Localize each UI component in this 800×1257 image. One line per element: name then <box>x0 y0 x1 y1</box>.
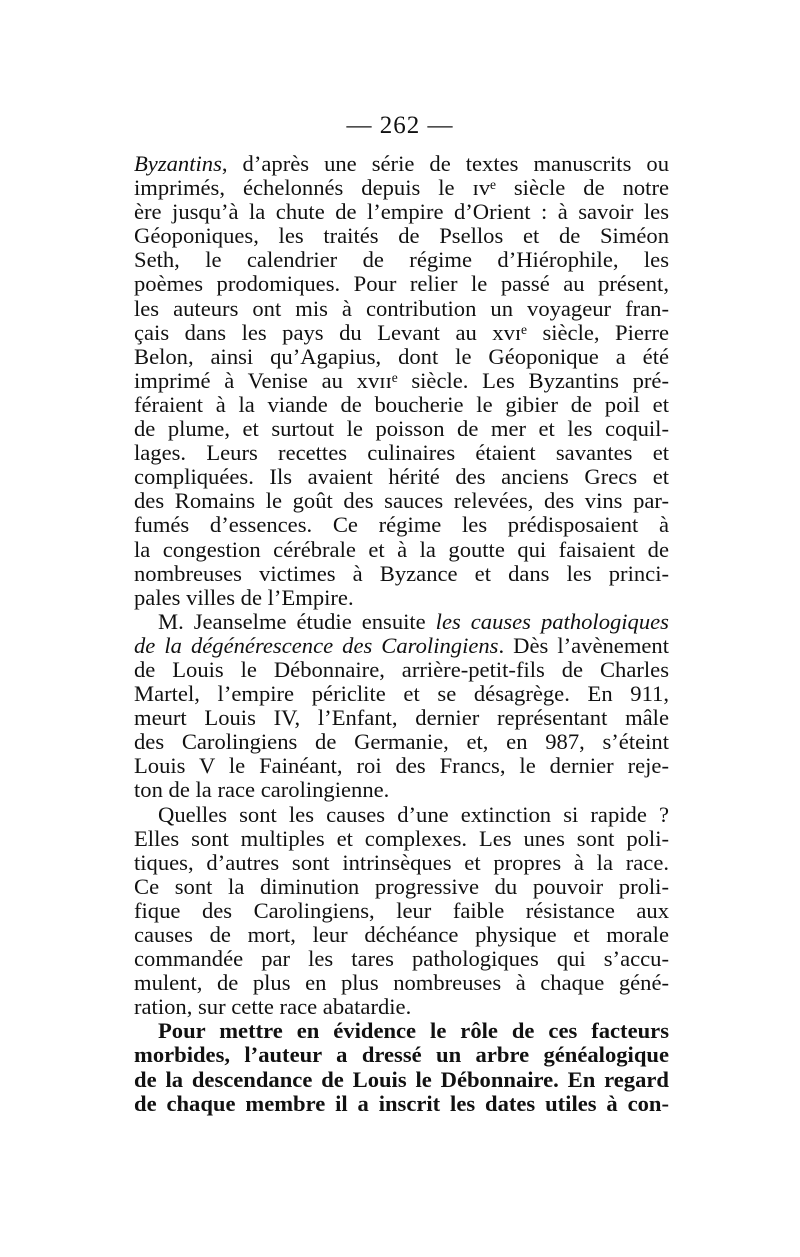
text-line <box>134 321 669 345</box>
text-line <box>134 224 669 248</box>
text-segment: Louis V le Fainéant, roi des Francs, le dernier reje- <box>134 753 669 779</box>
text-segment: de plume, et surtout le poisson de mer et les coquil- <box>134 416 669 442</box>
text-segment: ration, sur cette race abatardie. <box>134 994 412 1020</box>
text-segment: Belon, ainsi qu’Agapius, dont le Géoponique a été <box>134 343 669 369</box>
text-line <box>134 538 669 562</box>
page-number: — 262 — <box>346 112 454 139</box>
text-segment: pales villes de l’Empire. <box>134 584 354 610</box>
text-segment: tiques, d’autres sont intrinsèques et propres à la race. <box>134 849 669 875</box>
text-line <box>134 803 669 827</box>
text-segment: Ce sont la diminution progressive du pouvoir proli- <box>134 873 669 899</box>
text-line <box>134 152 669 176</box>
text-segment: la congestion cérébrale et à la goutte qui faisaient de <box>134 536 669 562</box>
text-segment: de la descendance de Louis le Débonnaire. En regard <box>134 1066 669 1092</box>
text-segment: imprimé à Venise au xvɪɪᵉ siècle. Les Byzantins pré- <box>134 367 669 393</box>
text-line <box>134 923 669 947</box>
text-segment: M. Jeanselme étudie ensuite <box>158 608 436 634</box>
text-line <box>134 489 669 513</box>
text-line <box>134 417 669 441</box>
text-line <box>134 634 669 658</box>
text-segment: fique des Carolingiens, leur faible résistance aux <box>134 897 669 923</box>
text-segment: poèmes prodomiques. Pour relier le passé au présent, <box>134 271 669 297</box>
text-line <box>134 200 669 224</box>
text-segment: ton de la race carolingienne. <box>134 777 390 803</box>
text-segment: causes de mort, leur déchéance physique et morale <box>134 922 669 947</box>
text-line <box>134 947 669 971</box>
text-line <box>134 1068 669 1092</box>
text-line <box>134 754 669 778</box>
text-line <box>134 513 669 537</box>
text-line <box>134 971 669 995</box>
text-segment: Elles sont multiples et complexes. Les unes sont poli- <box>134 825 669 851</box>
text-line <box>134 441 669 465</box>
text-segment: çais dans les pays du Levant au xvɪᵉ siècle, Pierre <box>134 319 669 345</box>
text-segment: les auteurs ont mis à contribution un voyageur fran- <box>134 295 669 321</box>
italic-text-segment: les causes pathologiques <box>435 608 669 634</box>
text-segment: mulent, de plus en plus nombreuses à chaque géné- <box>134 970 669 996</box>
text-line <box>134 176 669 200</box>
text-line <box>134 297 669 321</box>
text-segment: lages. Leurs recettes culinaires étaient savantes et <box>134 440 669 466</box>
text-segment: de Louis le Débonnaire, arrière-petit-fils de Charles <box>134 656 669 682</box>
text-line <box>134 899 669 923</box>
text-segment: Martel, l’empire périclite et se désagrège. En 911, <box>134 681 669 707</box>
italic-text-segment: de la dégénérescence des Carolingiens <box>134 632 499 658</box>
text-line <box>134 995 669 1019</box>
text-segment: commandée par les tares pathologiques qui s’accu- <box>134 946 669 972</box>
text-line <box>134 248 669 272</box>
body-text <box>134 152 669 1116</box>
text-line <box>134 369 669 393</box>
text-segment: Géoponiques, les traités de Psellos et de Siméon <box>134 223 669 249</box>
text-segment: Pour mettre en évidence le rôle de ces facteurs <box>158 1018 669 1044</box>
text-line <box>134 706 669 730</box>
text-line <box>134 682 669 706</box>
text-segment: fumés d’essences. Ce régime les prédisposaient à <box>134 512 669 538</box>
text-line <box>134 610 669 634</box>
text-segment: meurt Louis IV, l’Enfant, dernier représentant mâle <box>134 705 669 731</box>
text-segment: des Romains le goût des sauces relevées, des vins par- <box>134 488 669 514</box>
text-line <box>134 730 669 754</box>
text-segment: morbides, l’auteur a dressé un arbre généalogique <box>134 1042 669 1068</box>
text-segment: nombreuses victimes à Byzance et dans les princi- <box>134 560 669 586</box>
text-line <box>134 778 669 802</box>
italic-text-segment: Byzantins <box>134 151 222 176</box>
text-segment: des Carolingiens de Germanie, et, en 987, s’éteint <box>134 729 669 755</box>
text-segment: ère jusqu’à la chute de l’empire d’Orient : à savoir les <box>134 199 669 225</box>
text-line <box>134 827 669 851</box>
text-segment: Quelles sont les causes d’une extinction si rapide ? <box>158 801 669 827</box>
text-line <box>134 562 669 586</box>
text-line <box>134 1019 669 1043</box>
text-line <box>134 393 669 417</box>
text-segment: Seth, le calendrier de régime d’Hiérophile, les <box>134 247 669 273</box>
text-segment: , d’après une série de textes manuscrits ou <box>221 151 669 176</box>
text-line <box>134 658 669 682</box>
text-segment: imprimés, échelonnés depuis le ɪvᵉ siècle de notre <box>134 175 669 201</box>
text-segment: de chaque membre il a inscrit les dates utiles à con- <box>134 1090 669 1116</box>
text-segment: féraient à la viande de boucherie le gibier de poil et <box>134 391 669 417</box>
text-line <box>134 272 669 296</box>
text-line <box>134 875 669 899</box>
text-line <box>134 1092 669 1116</box>
text-segment: compliquées. Ils avaient hérité des anciens Grecs et <box>134 464 669 490</box>
text-line <box>134 586 669 610</box>
text-line <box>134 1043 669 1067</box>
text-segment: . Dès l’avènement <box>498 632 669 658</box>
text-line <box>134 465 669 489</box>
text-line <box>134 851 669 875</box>
text-line <box>134 345 669 369</box>
